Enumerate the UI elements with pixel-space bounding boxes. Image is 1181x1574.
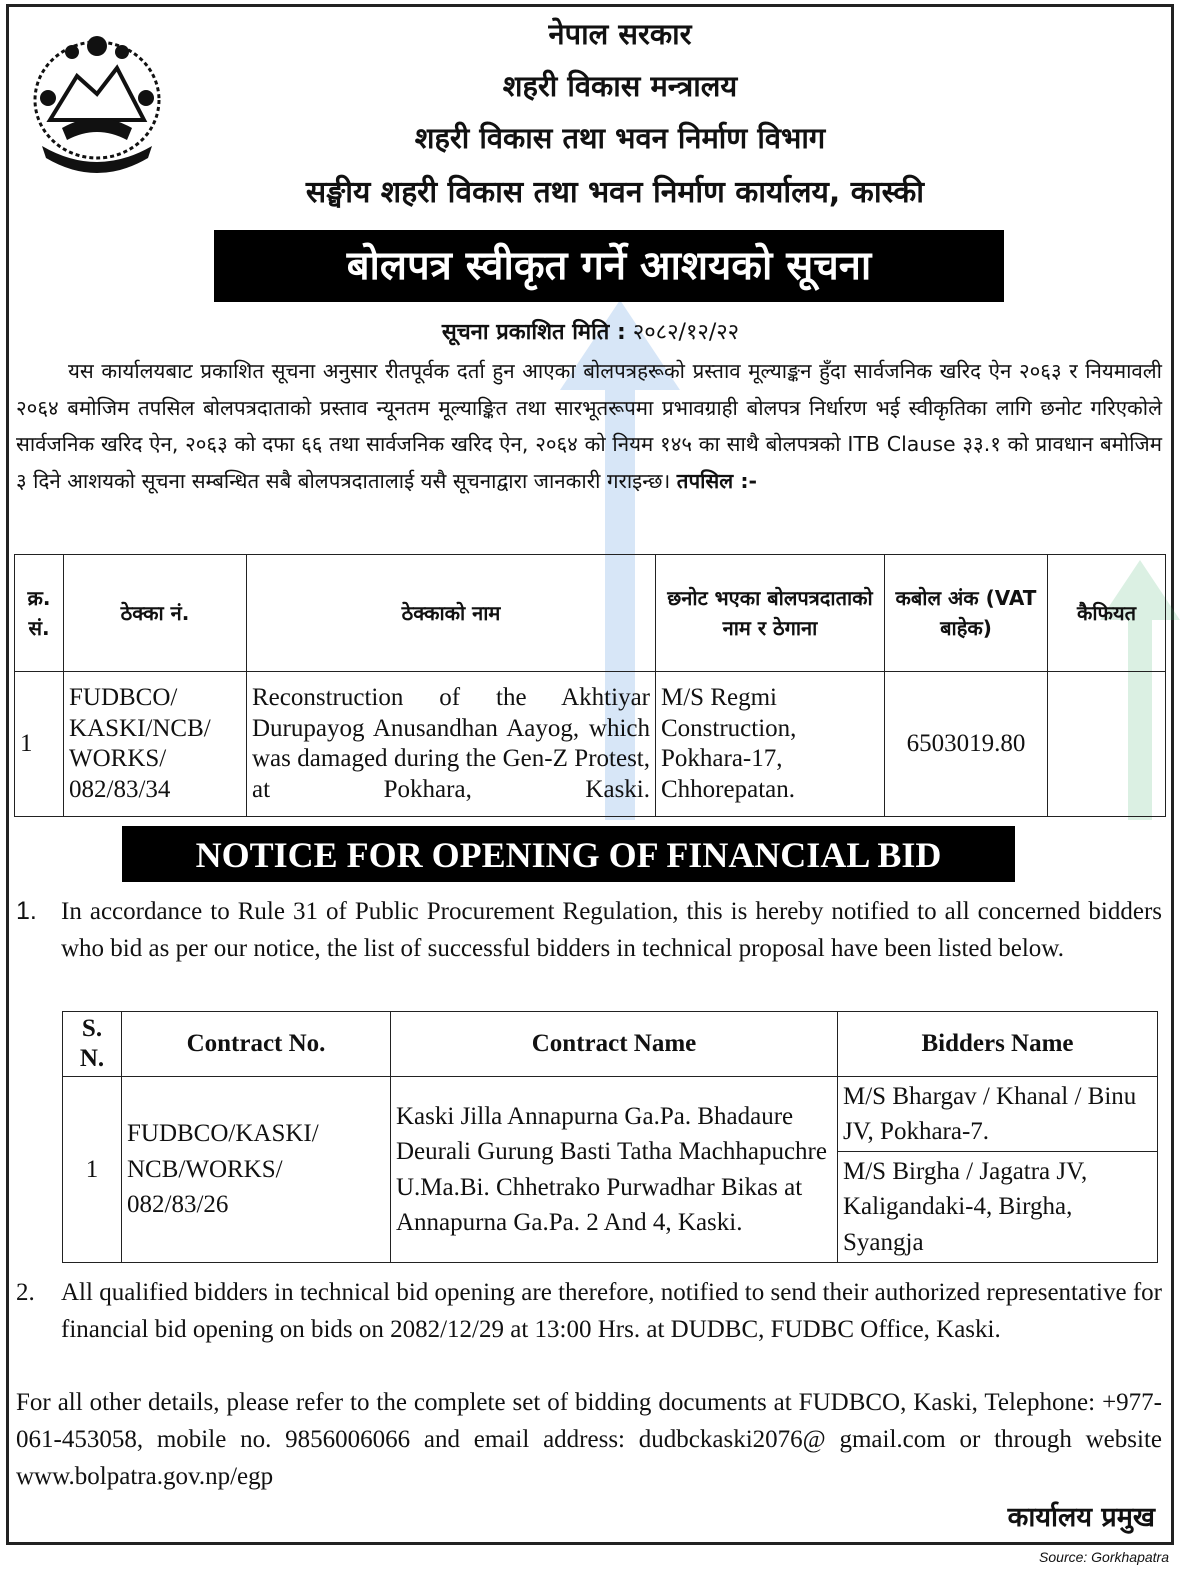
cell-bidder: M/S Bhargav / Khanal / Binu JV, Pokhara-7.	[838, 1077, 1158, 1152]
cell-contract-name: Kaski Jilla Annapurna Ga.Pa. Bhadaure Deurali Gurung Basti Tatha Machhapuchre U.Ma.Bi. Chhetrako Purwadhar Bikas at Annapurna Ga.Pa. 2 And 4, Kaski.	[391, 1077, 838, 1263]
table-header-row	[15, 555, 1166, 672]
col-header-contract-no: Contract No.	[122, 1012, 391, 1077]
table-header-row	[63, 1012, 1158, 1077]
intent-notice-title: बोलपत्र स्वीकृत गर्ने आशयको सूचना	[214, 230, 1004, 302]
col-header-bidder: छनोट भएका बोलपत्रदाताको नाम र ठेगाना	[656, 555, 885, 672]
financial-notice-title: NOTICE FOR OPENING OF FINANCIAL BID	[122, 826, 1015, 882]
col-header-sn: क्र. सं.	[15, 555, 64, 672]
item-number: 2.	[16, 1279, 35, 1306]
cell-amount: 6503019.80	[885, 672, 1048, 817]
tapasil-label: तपसिल :-	[676, 468, 758, 493]
publication-date	[0, 316, 1181, 346]
signature-office-chief: कार्यालय प्रमुख	[1007, 1502, 1155, 1533]
item-text: In accordance to Rule 31 of Public Procurement Regulation, this is hereby notified to all concerned bidders who bid as per our notice, the list of successful bidders in technical proposal have been listed below.	[61, 898, 1162, 962]
cell-contract-no: FUDBCO/ KASKI/NCB/ WORKS/ 082/83/34	[64, 672, 247, 817]
col-header-contract-no: ठेक्का नं.	[64, 555, 247, 672]
cell-bidder: M/S Regmi Construction, Pokhara-17, Chhorepatan.	[656, 672, 885, 817]
header-ministry: शहरी विकास मन्त्रालय	[502, 69, 738, 103]
intent-table	[14, 554, 1166, 817]
cell-sn: 1	[15, 672, 64, 817]
cell-remarks	[1048, 672, 1166, 817]
col-header-amount: कबोल अंक (VAT बाहेक)	[885, 555, 1048, 672]
table-row	[15, 672, 1166, 817]
financial-item-1	[16, 893, 1162, 967]
item-number: 1.	[16, 897, 37, 925]
col-header-contract-name: ठेक्काको नाम	[247, 555, 656, 672]
col-header-bidders: Bidders Name	[838, 1012, 1158, 1077]
financial-table	[62, 1011, 1158, 1263]
intent-notice-body	[16, 353, 1162, 499]
contact-details: For all other details, please refer to the complete set of bidding documents at FUDBCO, Kaski, Telephone: +977-061-453058, mobile no. 9856006066 and email address: dudbckaski2076@ gmail.com or through website www.bolpatra.gov.np/egp	[16, 1389, 1162, 1490]
cell-contract-no: FUDBCO/KASKI/ NCB/WORKS/ 082/83/26	[122, 1077, 391, 1263]
col-header-contract-name: Contract Name	[391, 1012, 838, 1077]
header-department: शहरी विकास तथा भवन निर्माण विभाग	[414, 121, 826, 155]
header-office: सङ्घीय शहरी विकास तथा भवन निर्माण कार्यालय, कास्की	[305, 175, 925, 210]
publication-date-value: २०८२/१२/२२	[632, 320, 740, 345]
table-row	[63, 1077, 1158, 1152]
item-text: All qualified bidders in technical bid opening are therefore, notified to send their authorized representative for financial bid opening on bids on 2082/12/29 at 13:00 Hrs. at DUDBC, FUDBC Office, Kaski.	[61, 1279, 1162, 1343]
publication-date-label: सूचना प्रकाशित मिति :	[441, 320, 626, 345]
cell-contract-name: Reconstruction of the Akhtiyar Durupayog Anusandhan Aayog, which was damaged during the Gen-Z Protest, at Pokhara, Kaski.	[247, 672, 656, 817]
intent-body-text: यस कार्यालयबाट प्रकाशित सूचना अनुसार रीतपूर्वक दर्ता हुन आएका बोलपत्रहरूको प्रस्ताव मूल्याङ्कन हुँदा सार्वजनिक खरिद ऐन २०६३ र नियमावली २०६४ बमोजिम तपसिल बोलपत्रदाताको प्रस्ताव न्यूनतम मूल्याङ्कित तथा सारभूतरूपमा प्रभावग्राही बोलपत्र निर्धारण भई स्वीकृतिका लागि छनोट गरिएकोले सार्वजनिक खरिद ऐन, २०६३ को दफा ६६ तथा सार्वजनिक खरिद ऐन, २०६४ को नियम १४५ का साथै बोलपत्रको ITB Clause ३३.१ को प्रावधान बमोजिम ३ दिने आशयको सूचना सम्बन्धित सबै बोलपत्रदातालाई यसै सूचनाद्वारा जानकारी गराइन्छ।	[16, 359, 1162, 493]
cell-sn: 1	[63, 1077, 122, 1263]
header-government: नेपाल सरकार	[548, 17, 692, 51]
col-header-sn: S. N.	[63, 1012, 122, 1077]
source-credit: Source: Gorkhapatra	[1039, 1549, 1169, 1565]
financial-item-2	[16, 1274, 1162, 1348]
cell-bidder: M/S Birgha / Jagatra JV, Kaligandaki-4, Birgha, Syangja	[838, 1152, 1158, 1263]
col-header-remarks: कैफियत	[1048, 555, 1166, 672]
